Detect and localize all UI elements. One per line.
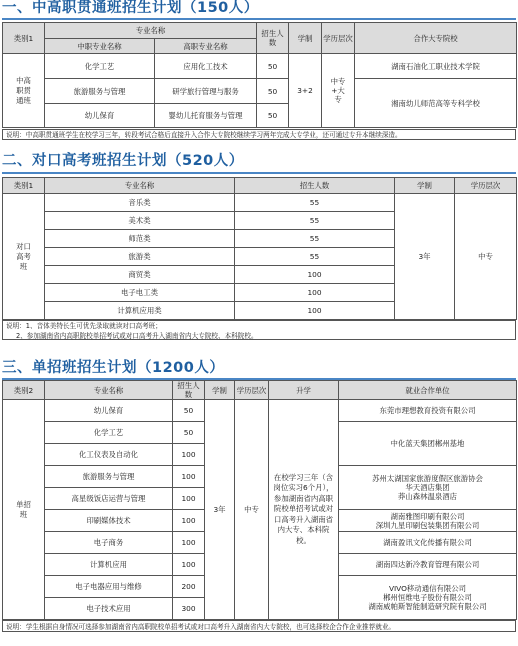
section-2-table — [2, 177, 517, 320]
table-cell: 55 — [235, 230, 395, 248]
table-cell: 100 — [173, 488, 205, 510]
table-cell: 55 — [235, 194, 395, 212]
system-cell: 3年 — [395, 194, 455, 320]
section-1-note: 说明：中高职贯通班学生在校学习三年，转段考试合格后直接升入合作大专院校继续学习两年完成大专学业，还可通过专升本继续深造。 — [2, 129, 516, 140]
group-label: 单招班 — [3, 400, 45, 620]
section-2-note — [2, 320, 516, 340]
employer-line: 深圳九星印刷包装集团有限公司 — [375, 520, 480, 530]
section-2 — [2, 153, 516, 340]
section-3-title: 三、单招班招生计划（1200人） — [2, 360, 225, 376]
partner-cell: 湖南石油化工职业技术学院 — [355, 54, 517, 79]
table-cell: 化工仪表及自动化 — [45, 444, 173, 466]
table-cell: 音乐类 — [45, 194, 235, 212]
employer-cell — [339, 576, 517, 620]
section-3-note: 说明：学生根据自身情况可选择参加湖南省内高职院校单招考试或对口高考升入湖南省内大专院校，也可选择校企合作企业推荐就业。 — [2, 620, 516, 632]
section-3-table — [2, 380, 517, 620]
table-cell: 婴幼儿托育服务与管理 — [155, 104, 257, 128]
table-cell: 研学旅行管理与服务 — [155, 79, 257, 104]
header-level: 学历层次 — [322, 23, 355, 54]
table-cell: 300 — [173, 598, 205, 620]
section-3 — [2, 360, 516, 631]
header-upgrade: 升学 — [269, 381, 339, 400]
system-cell: 3年 — [205, 400, 235, 620]
note-line: 说明：1、音体美特长生可优先录取就读对口高考班； — [6, 322, 162, 330]
employer-line: 郴州恒维电子股份有限公司 — [383, 593, 472, 602]
header-category: 类别1 — [3, 23, 45, 54]
table-cell: 计算机应用类 — [45, 302, 235, 320]
employer-line: 湖南雅图印刷有限公司 — [390, 511, 465, 521]
section-1 — [2, 0, 516, 139]
header-system: 学制 — [289, 23, 322, 54]
employer-line: VIVO移动通信有限公司 — [388, 584, 467, 593]
employer-cell — [339, 466, 517, 510]
header-enroll: 招生人数 — [173, 381, 205, 400]
table-cell: 100 — [235, 302, 395, 320]
table-cell: 50 — [173, 422, 205, 444]
table-cell: 200 — [173, 576, 205, 598]
header-system: 学制 — [205, 381, 235, 400]
table-cell: 100 — [235, 266, 395, 284]
table-cell: 100 — [173, 554, 205, 576]
header-category: 类别1 — [3, 178, 45, 194]
table-cell: 100 — [173, 532, 205, 554]
table-cell: 旅游服务与管理 — [45, 466, 173, 488]
table-cell: 55 — [235, 248, 395, 266]
employer-cell: 中化蓝天集团郴州基地 — [339, 422, 517, 466]
table-cell: 商贸类 — [45, 266, 235, 284]
section-divider — [2, 172, 516, 174]
header-category: 类别2 — [3, 381, 45, 400]
section-1-table — [2, 22, 517, 128]
header-major: 专业名称 — [45, 23, 257, 39]
table-cell: 电子技术应用 — [45, 598, 173, 620]
level-cell: 中专 — [455, 194, 517, 320]
header-enroll: 招生人数 — [235, 178, 395, 194]
header-level: 学历层次 — [235, 381, 269, 400]
system-cell: 3+2 — [289, 54, 322, 128]
employer-line: 华天酒店集团 — [405, 483, 450, 492]
header-major: 专业名称 — [45, 178, 235, 194]
header-partner: 就业合作单位 — [339, 381, 517, 400]
table-cell: 55 — [235, 212, 395, 230]
table-cell: 100 — [173, 510, 205, 532]
employer-line: 苏州太湖国家旅游度假区旅游协会 — [372, 474, 483, 483]
header-major: 专业名称 — [45, 381, 173, 400]
table-cell: 50 — [257, 79, 289, 104]
header-sec-major: 中职专业名称 — [45, 39, 155, 54]
header-partner: 合作大专院校 — [355, 23, 517, 54]
upgrade-cell: 在校学习三年（含岗位实习6个月），参加湖南省内高职院校单招考试或对口高考升入湖南省内大专、本科院校。 — [269, 400, 339, 620]
table-cell: 50 — [173, 400, 205, 422]
table-cell: 师范类 — [45, 230, 235, 248]
table-cell: 应用化工技术 — [155, 54, 257, 79]
level-cell: 中专 — [235, 400, 269, 620]
table-cell: 幼儿保育 — [45, 104, 155, 128]
header-enroll: 招生人数 — [257, 23, 289, 54]
table-cell: 化学工艺 — [45, 422, 173, 444]
partner-cell: 湘南幼儿师范高等专科学校 — [355, 79, 517, 128]
header-system: 学制 — [395, 178, 455, 194]
table-cell: 旅游服务与管理 — [45, 79, 155, 104]
group-label: 中高职贯通班 — [3, 54, 45, 128]
group-label: 对口高考班 — [3, 194, 45, 320]
table-cell: 电子电器应用与维修 — [45, 576, 173, 598]
table-cell: 50 — [257, 104, 289, 128]
table-cell: 高星级饭店运营与管理 — [45, 488, 173, 510]
level-cell: 中专+大专 — [322, 54, 355, 128]
section-divider — [2, 18, 516, 20]
table-cell: 计算机应用 — [45, 554, 173, 576]
table-cell: 100 — [173, 444, 205, 466]
table-cell: 100 — [173, 466, 205, 488]
table-cell: 幼儿保育 — [45, 400, 173, 422]
header-level: 学历层次 — [455, 178, 517, 194]
employer-line: 湖南威帕斯智能制造研究院有限公司 — [368, 602, 487, 611]
employer-cell — [339, 510, 517, 532]
section-1-title: 一、中高职贯通班招生计划（150人） — [2, 0, 259, 16]
header-high-major: 高职专业名称 — [155, 39, 257, 54]
table-cell: 化学工艺 — [45, 54, 155, 79]
note-line: 2、参加湖南省内高职院校单招考试或对口高考升入湖南省内大专院校、本科院校。 — [16, 332, 258, 340]
table-cell: 100 — [235, 284, 395, 302]
table-cell: 美术类 — [45, 212, 235, 230]
employer-cell: 湖南盈讯文化传播有限公司 — [339, 532, 517, 554]
employer-cell: 湖南四达新冷教育管理有限公司 — [339, 554, 517, 576]
table-cell: 印刷媒体技术 — [45, 510, 173, 532]
table-cell: 电子电工类 — [45, 284, 235, 302]
employer-line: 莽山森林温泉酒店 — [397, 492, 458, 501]
table-cell: 旅游类 — [45, 248, 235, 266]
table-cell: 电子商务 — [45, 532, 173, 554]
employer-cell: 东莞市理想教育投资有限公司 — [339, 400, 517, 422]
section-2-title: 二、对口高考班招生计划（520人） — [2, 153, 244, 169]
table-cell: 50 — [257, 54, 289, 79]
